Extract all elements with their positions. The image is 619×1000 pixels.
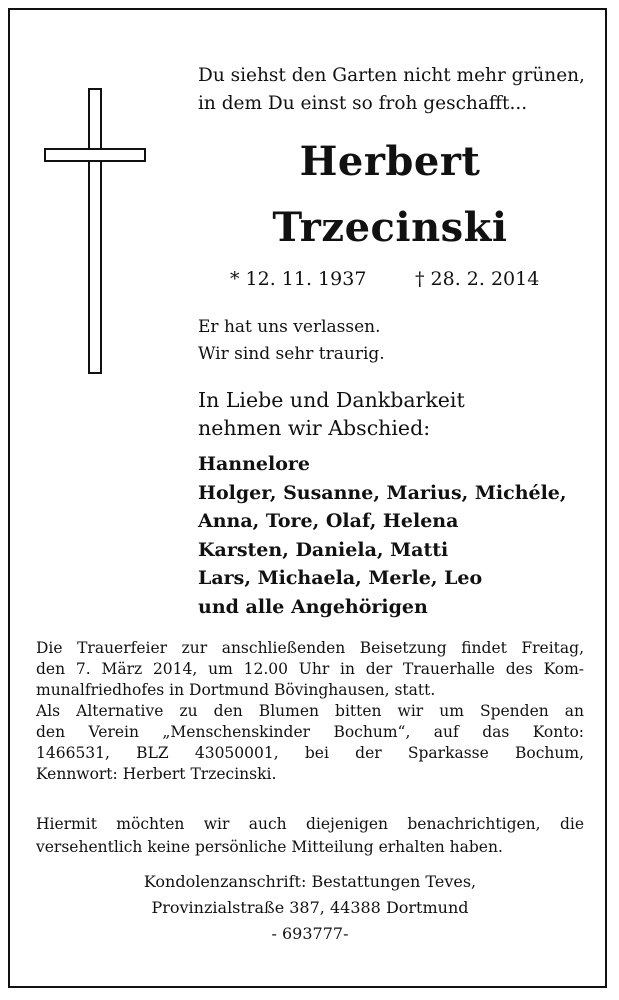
family-line: Holger, Susanne, Marius, Michéle,: [198, 481, 567, 504]
memorial-quote: [198, 62, 585, 118]
condolence-address: [36, 869, 584, 947]
death-date: † 28. 2. 2014: [415, 268, 540, 290]
ceremony-line: Als Alternative zu den Blumen bitten wir um Spenden an: [36, 702, 584, 720]
family-line: Anna, Tore, Olaf, Helena: [198, 510, 459, 532]
thanks-heading: [198, 386, 465, 442]
ceremony-paragraph: [36, 638, 584, 785]
notice-line: Hiermit möchten wir auch diejenigen benachrichtigen, die: [36, 815, 584, 833]
ceremony-line: Die Trauerfeier zur anschließenden Beisetzung findet Freitag,: [36, 639, 584, 657]
thanks-line: nehmen wir Abschied:: [198, 416, 431, 440]
ceremony-line: den 7. März 2014, um 12.00 Uhr in der Trauerhalle des Kom-: [36, 660, 584, 678]
family-line: Lars, Michaela, Merle, Leo: [198, 567, 483, 589]
footer-line: Kondolenzanschrift: Bestattungen Teves,: [143, 872, 477, 891]
notice-paragraph: [36, 813, 584, 859]
ceremony-line: munalfriedhofes in Dortmund Bövinghausen, statt.: [36, 681, 436, 699]
notice-line: versehentlich keine persönliche Mitteilung erhalten haben.: [36, 838, 503, 856]
family-line: Hannelore: [198, 453, 310, 475]
footer-line: - 693777-: [271, 924, 349, 943]
birth-date: * 12. 11. 1937: [230, 268, 367, 290]
ceremony-line: Kennwort: Herbert Trzecinski.: [36, 765, 277, 783]
quote-line: in dem Du einst so froh geschafft...: [198, 93, 528, 114]
quote-line: Du siehst den Garten nicht mehr grünen,: [198, 65, 585, 86]
ceremony-line: 1466531, BLZ 43050001, bei der Sparkasse Bochum,: [36, 744, 584, 762]
message-line: Er hat uns verlassen.: [198, 317, 381, 337]
family-line: und alle Angehörigen: [198, 595, 428, 618]
farewell-message: [198, 314, 385, 368]
cross-icon: [44, 88, 150, 376]
family-list: [198, 450, 567, 621]
deceased-last-name: Trzecinski: [272, 204, 508, 251]
message-line: Wir sind sehr traurig.: [198, 344, 385, 364]
thanks-line: In Liebe und Dankbarkeit: [198, 388, 465, 412]
deceased-first-name: Herbert: [299, 138, 481, 185]
footer-line: Provinzialstraße 387, 44388 Dortmund: [151, 898, 469, 917]
obituary-frame: [8, 8, 607, 988]
ceremony-line: den Verein „Menschenskinder Bochum“, auf das Konto:: [36, 723, 584, 741]
family-line: Karsten, Daniela, Matti: [198, 538, 449, 561]
